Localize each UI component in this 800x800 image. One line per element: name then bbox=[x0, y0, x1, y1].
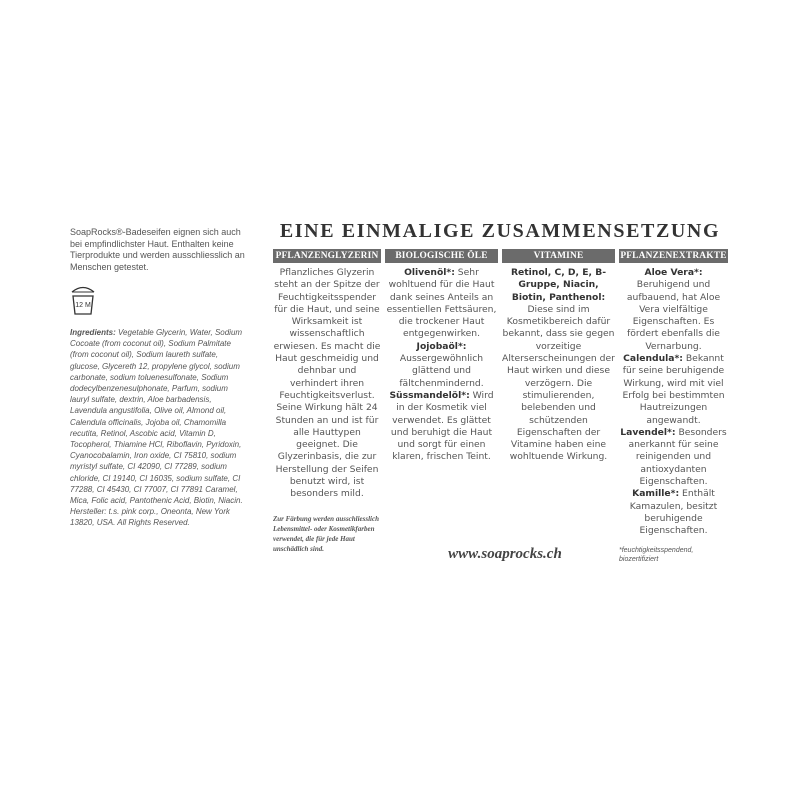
column-header-extrakte: PFLANZENEXTRAKTE bbox=[620, 251, 727, 261]
jojoba-name: Jojobaöl*: bbox=[416, 340, 467, 352]
calendula-text: Bekannt für seine beruhigende Wirkung, wird mit viel Erfolg bei bestimmten Hautreizungen angewandt. bbox=[622, 353, 725, 426]
vitamine-names: Retinol, C, D, E, B-Gruppe, Niacin, Biotin, Panthenol: bbox=[510, 267, 607, 303]
column-glyzerin bbox=[273, 249, 381, 501]
vitamine-text: Diese sind im Kosmetikbereich dafür bekannt, dass sie gegen vorzeitige Alterserscheinungen der Haut wirken und diese verzögern. Die stimulierenden, belebenden und schützenden Eigenschaften der Vitamine haben eine wohltuende Wirkung. bbox=[502, 303, 615, 463]
jojoba-text: Aussergewöhnlich glättend und fältchenmindernd. bbox=[399, 353, 484, 389]
column-body-extrakte bbox=[619, 267, 728, 538]
kamille-text: Enthält Kamazulen, besitzt beruhigende Eigenschaften. bbox=[629, 488, 718, 537]
column-header-vitamine: VITAMINE bbox=[502, 249, 615, 263]
column-body-oele bbox=[385, 267, 498, 464]
pao-jar-icon bbox=[68, 284, 98, 316]
column-vitamine bbox=[502, 249, 615, 464]
ingredients-text: Vegetable Glycerin, Water, Sodium Cocoate (from coconut oil), Sodium Palmitate (from coconut oil), Sodium laureth sulfate, glucose, Glycereth 12, propylene glycol, sodium carbonate, sodium toluenesulfonate, Sodium dodecylbenzenesulphonate, Parfum, sodium lauryl sulfate, dextrin, Aloe barbadensis, Lavendula angustifolia, Olive oil, Almond oil, Calendula officinalis, Jojoba oil, Chamomilla recutita, Retinol, Ascobic acid, Vitamin D, Tocopherol, Thiamine HCl, Riboflavin, Pyridoxin, Cyanocobalamin, Iron oxide, CI 75810, sodium myristyl sulfate, CI 42090, CI 77289, sodium chloride, CI 19140, CI 16035, sodium sulfate, CI 77288, CI 45430, CI 77007, CI 77891 Caramel, Mica, Folic acid, Pantothenic Acid, Biotin, Niacin. bbox=[70, 328, 243, 506]
intro-text: SoapRocks®-Badeseifen eignen sich auch bei empfindlichster Haut. Enthalten keine Tierprodukte und werden ausschliesslich an Menschen getestet. bbox=[70, 227, 245, 272]
website-url: www.soaprocks.ch bbox=[448, 546, 562, 562]
mandel-name: Süssmandelöl*: bbox=[389, 389, 470, 401]
calendula-name: Calendula*: bbox=[623, 353, 683, 365]
aloe-text: Beruhigend und aufbauend, hat Aloe Vera vielfältige Eigenschaften. Es fördert ebenfalls die Vernarbung. bbox=[626, 279, 721, 352]
page-title: EINE EINMALIGE ZUSAMMENSETZUNG bbox=[279, 220, 721, 242]
manufacturer-text: Hersteller: t.s. pink corp., Oneonta, New York 13820, USA. All Rights Reserved. bbox=[70, 507, 230, 528]
column-body-vitamine bbox=[502, 267, 615, 464]
olive-text: Sehr wohltuend für die Haut dank seines Anteils an essentiellen Fettsäuren, die trockener Haut entgegenwirken. bbox=[386, 267, 497, 340]
footnote: *feuchtigkeitsspendend, biozertifiziert bbox=[619, 547, 694, 563]
kamille-name: Kamille*: bbox=[632, 488, 680, 500]
lavendel-name: Lavendel*: bbox=[620, 426, 676, 438]
mandel-text: Wird in der Kosmetik viel verwendet. Es glättet und beruhigt die Haut und sorgt für einen klaren, frischen Teint. bbox=[390, 389, 494, 463]
column-header-glyzerin: PFLANZENGLYZERIN bbox=[273, 249, 381, 263]
coloring-note: Zur Färbung werden ausschliesslich Lebensmittel- oder Kosmetikfarben verwendet, die für jede Haut unschädlich sind. bbox=[273, 515, 379, 553]
olive-name: Olivenöl*: bbox=[404, 267, 455, 278]
ingredients-block bbox=[70, 327, 248, 529]
lavendel-text: Besonders anerkannt für seine reinigenden und antioxydanten Eigenschaften. bbox=[628, 426, 727, 488]
aloe-name: Aloe Vera*: bbox=[644, 267, 703, 278]
pao-label: 12 M bbox=[75, 302, 91, 309]
column-text-glyzerin: Pflanzliches Glyzerin steht an der Spitze der Feuchtigkeitsspender für die Haut, und seine Wirksamkeit ist wissenschaftlich erwiesen. Es macht die Haut geschmeidig und dehnbar und verhindert ihren Feuchtigkeitsverlust. Seine Wirkung hält 24 Stunden an und ist für alle Hauttypen geeignet. Die Glyzerinbasis, die zur Herstellung der Seifen benutzt wird, ist besonders mild. bbox=[273, 267, 381, 500]
ingredients-label: Ingredients: bbox=[70, 328, 116, 337]
column-header-oele: BIOLOGISCHE ÖLE bbox=[385, 249, 498, 263]
column-extrakte bbox=[619, 249, 728, 538]
column-oele bbox=[385, 249, 498, 464]
